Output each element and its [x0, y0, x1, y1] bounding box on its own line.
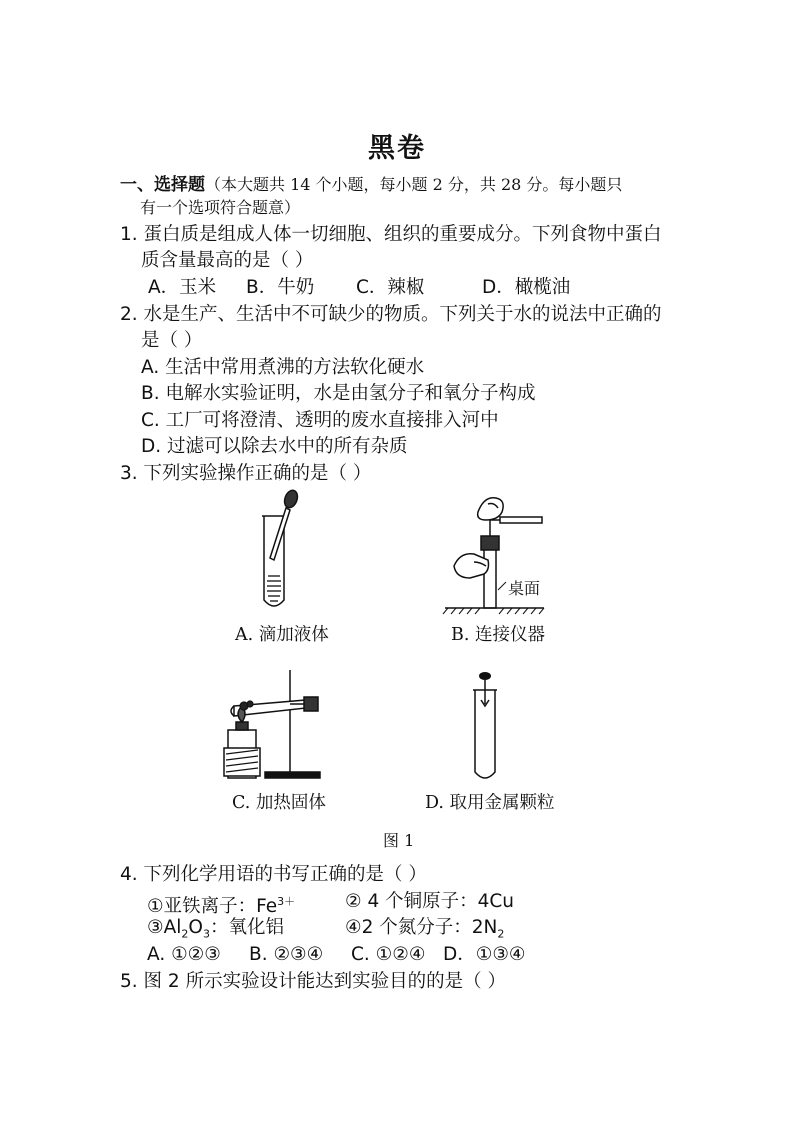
section-head: 一、选择题 — [120, 175, 205, 195]
q4-item4-text: ④2 个氮分子：2N — [345, 917, 498, 938]
q1-option-a: A．玉米 — [148, 277, 217, 298]
q1-options — [148, 274, 570, 301]
lower-hand — [454, 554, 489, 578]
q4-options — [147, 941, 526, 968]
q4-item4-sub: 2 — [497, 927, 505, 941]
q4-item3-b: O — [188, 917, 203, 938]
q2-line1: 2. 水是生产、生活中不可缺少的物质。下列关于水的说法中正确的 — [120, 304, 662, 325]
q4-item1-text: ①亚铁离子：Fe — [147, 896, 278, 918]
desk-label: 桌面 — [508, 579, 541, 598]
q2-option-b: B. 电解水实验证明，水是由氢分子和氧分子构成 — [141, 383, 536, 404]
caption-b: B. 连接仪器 — [451, 625, 545, 645]
q4-option-a: A. ①②③ — [147, 944, 221, 965]
clamp — [304, 697, 318, 711]
caption-d: D. 取用金属颗粒 — [425, 793, 555, 813]
q4-item3-sub2: 3 — [202, 927, 210, 941]
q1-option-c: C．辣椒 — [356, 277, 425, 298]
dropper-bulb — [282, 488, 299, 509]
q2-option-c: C. 工厂可将澄清、透明的废水直接排入河中 — [141, 410, 499, 431]
caption-c: C. 加热固体 — [232, 793, 326, 813]
section-header — [120, 170, 622, 195]
q2-option-a: A. 生活中常用煮沸的方法软化硬水 — [141, 357, 425, 378]
q2-line2: 是（ ） — [141, 330, 203, 351]
upper-hand — [478, 498, 503, 520]
section-note-line2: 有一个选项符合题意） — [140, 198, 301, 217]
q4-line1: 4. 下列化学用语的书写正确的是（ ） — [120, 864, 427, 885]
metal-granule — [479, 672, 491, 680]
q4-option-d: D．①③④ — [443, 944, 526, 965]
rubber-stopper — [481, 536, 499, 550]
q1-line2: 质含量最高的是（ ） — [141, 250, 314, 271]
q1-option-d: D．橄榄油 — [482, 277, 571, 298]
metal-granule-figure — [460, 668, 510, 786]
q4-item3-a: ③Al — [147, 917, 182, 938]
caption-a: A. 滴加液体 — [235, 625, 329, 645]
q3-line1: 3. 下列实验操作正确的是（ ） — [120, 463, 372, 484]
section-note-line1: （本大题共 14 个小题，每小题 2 分，共 28 分。每小题只 — [205, 175, 623, 194]
connect-instrument-figure — [440, 490, 550, 615]
page-title: 黑卷 — [368, 133, 426, 164]
heating-solid-figure — [220, 660, 330, 785]
q4-item1-charge: 3＋ — [277, 895, 296, 908]
dropper-test-tube-figure — [250, 488, 300, 613]
q1-option-b: B．牛奶 — [246, 277, 315, 298]
figure-label: 图 1 — [383, 831, 415, 850]
q4-option-b: B. ②③④ — [249, 944, 324, 965]
q4-item2: ② 4 个铜原子：4Cu — [345, 891, 515, 912]
q4-item3-c: ：氧化铝 — [209, 917, 284, 938]
q2-option-d: D. 过滤可以除去水中的所有杂质 — [141, 436, 408, 457]
q5-line1: 5. 图 2 所示实验设计能达到实验目的的是（ ） — [120, 971, 506, 992]
q4-option-c: C. ①②④ — [351, 944, 426, 965]
iron-stand-base — [265, 772, 320, 778]
q1-line1: 1. 蛋白质是组成人体一切细胞、组织的重要成分。下列食物中蛋白 — [120, 224, 662, 245]
q4-item3-sub1: 2 — [181, 927, 189, 941]
